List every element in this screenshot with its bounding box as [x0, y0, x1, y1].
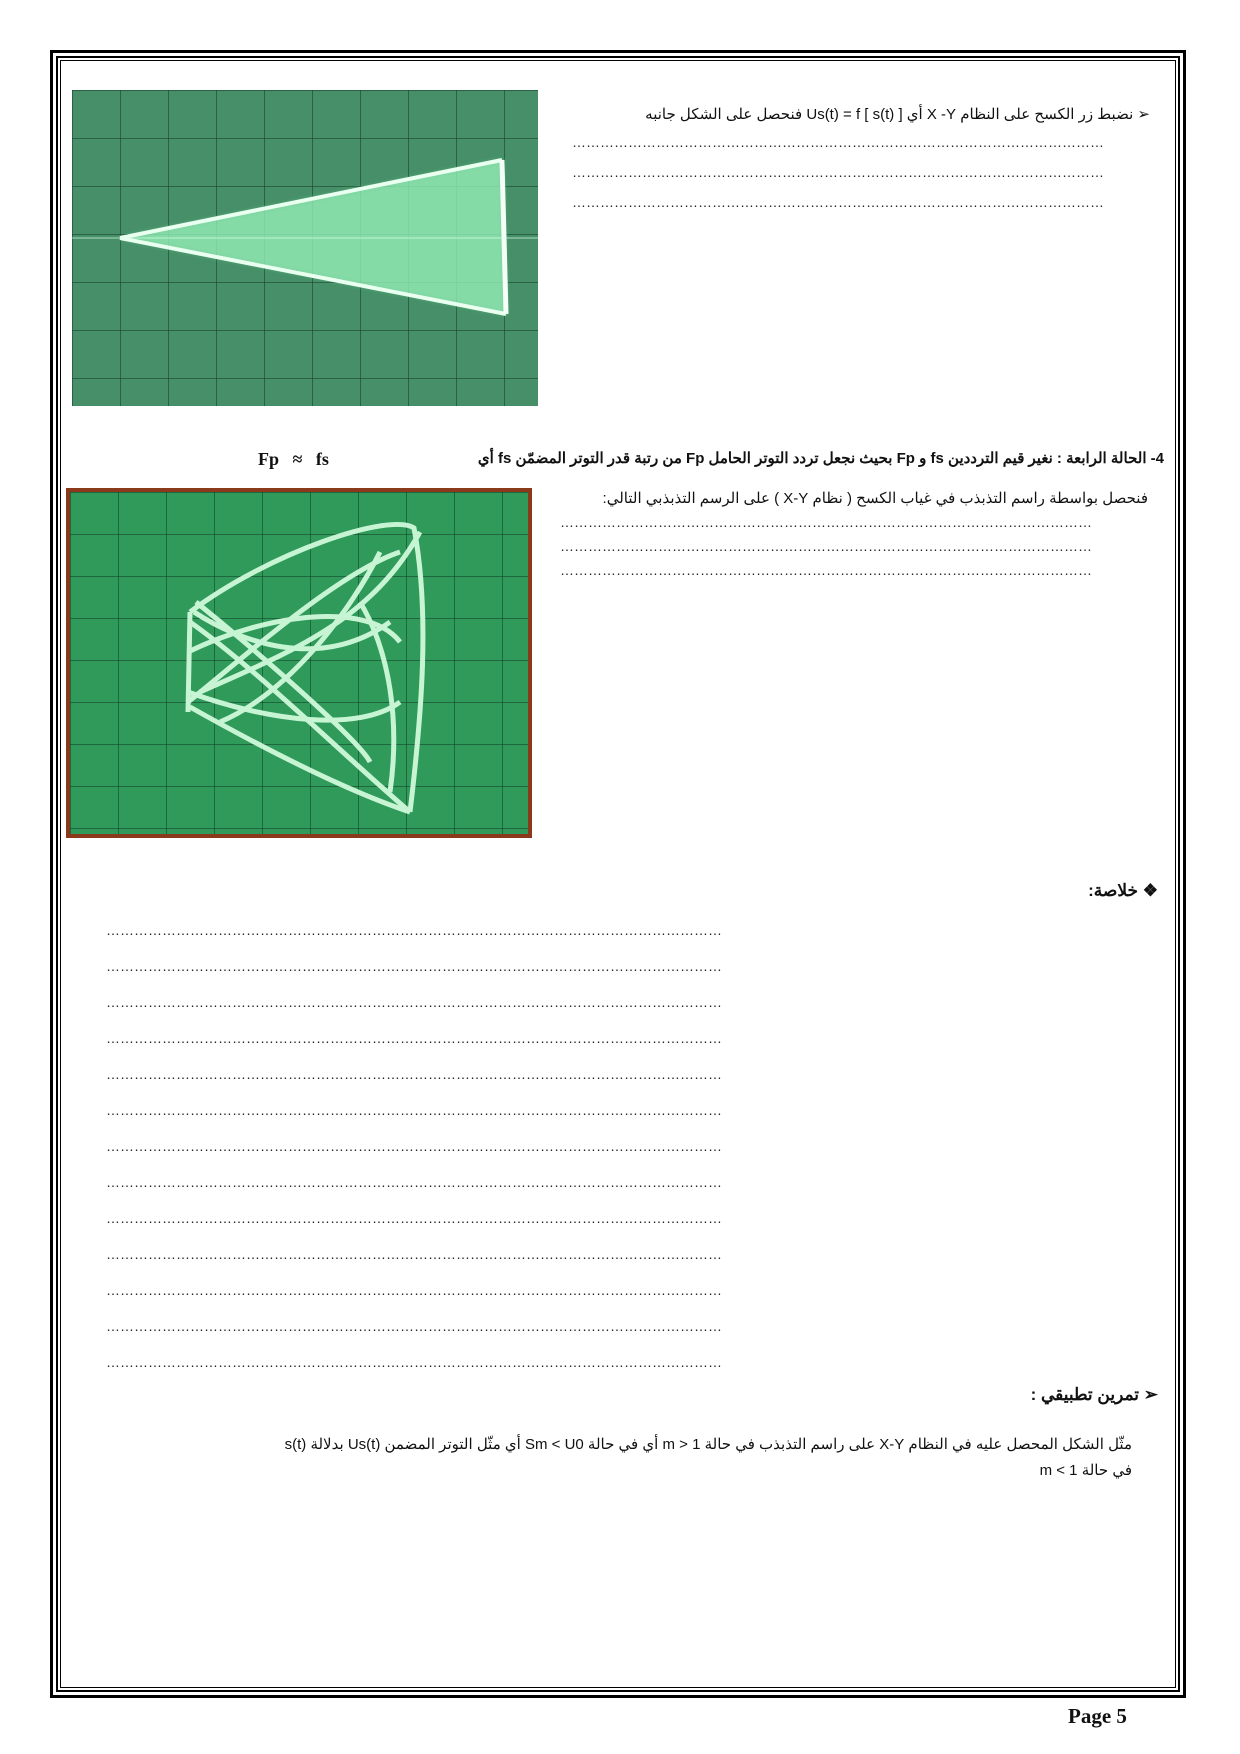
trapezoid-trace: [72, 90, 538, 406]
summary-line: ……………………………………………………………………………………………………………………: [106, 1246, 722, 1262]
answer-line: ……………………………………………………………………………………………………: [560, 538, 1092, 554]
xy-lissajous-trace: [70, 492, 528, 834]
exercise-line-1: مثّل الشكل المحصل عليه في النظام X-Y على راسم التذبذب في حالة m > 1 أي في حالة Sm < U0 أي مثّل التوتر المضمن Us(t) بدلالة s(t): [284, 1436, 1132, 1453]
oscilloscope-trapezoid-photo: [72, 90, 538, 406]
summary-heading: [900, 880, 1158, 902]
section4-text: فنحصل بواسطة راسم التذبذب في غياب الكسح ( نظام X-Y ) على الرسم التذبذبي التالي:: [602, 490, 1148, 507]
section3-text: نضبط زر الكسح على النظام X -Y أي [ Us(t) = f [ s(t) فنحصل على الشكل جانبه: [645, 106, 1134, 123]
frequency-relation: Fp ≈ fs: [258, 449, 329, 469]
summary-line: ……………………………………………………………………………………………………………………: [106, 1102, 722, 1118]
answer-line: ……………………………………………………………………………………………………: [572, 164, 1104, 180]
diamond-bullet-icon: ❖: [1142, 881, 1158, 900]
page-number: Page 5: [1068, 1704, 1127, 1728]
answer-line: ……………………………………………………………………………………………………: [572, 134, 1104, 150]
summary-line: ……………………………………………………………………………………………………………………: [106, 994, 722, 1010]
summary-line: ……………………………………………………………………………………………………………………: [106, 958, 722, 974]
section3-text-block: [560, 104, 1150, 126]
answer-line: ……………………………………………………………………………………………………: [572, 194, 1104, 210]
summary-line: ……………………………………………………………………………………………………………………: [106, 1282, 722, 1298]
summary-title: خلاصة:: [1088, 881, 1139, 900]
bullet-arrow: ➢: [1137, 106, 1150, 123]
summary-line: ……………………………………………………………………………………………………………………: [106, 1030, 722, 1046]
summary-lines: [106, 922, 1132, 1390]
answer-line: ……………………………………………………………………………………………………: [560, 562, 1092, 578]
oscilloscope-xy-figure-photo: [66, 488, 532, 838]
exercise-heading: [900, 1384, 1158, 1406]
exercise-line-2: في حالة m < 1: [1039, 1462, 1132, 1479]
summary-line: ……………………………………………………………………………………………………………………: [106, 1138, 722, 1154]
summary-line: ……………………………………………………………………………………………………………………: [106, 1210, 722, 1226]
summary-line: ……………………………………………………………………………………………………………………: [106, 1066, 722, 1082]
summary-line: ……………………………………………………………………………………………………………………: [106, 1354, 722, 1370]
answer-line: ……………………………………………………………………………………………………: [560, 514, 1092, 530]
exercise-title: تمرين تطبيقي :: [1030, 1385, 1140, 1404]
section4-heading: 4- الحالة الرابعة : نغير قيم الترددين fs و Fp بحيث نجعل تردد التوتر الحامل Fp من رتبة قدر التوتر المضمّن fs أي: [477, 450, 1164, 467]
bullet-arrow: ➢: [1143, 1385, 1158, 1404]
summary-line: ……………………………………………………………………………………………………………………: [106, 1174, 722, 1190]
summary-line: ……………………………………………………………………………………………………………………: [106, 1318, 722, 1334]
summary-line: ……………………………………………………………………………………………………………………: [106, 922, 722, 938]
